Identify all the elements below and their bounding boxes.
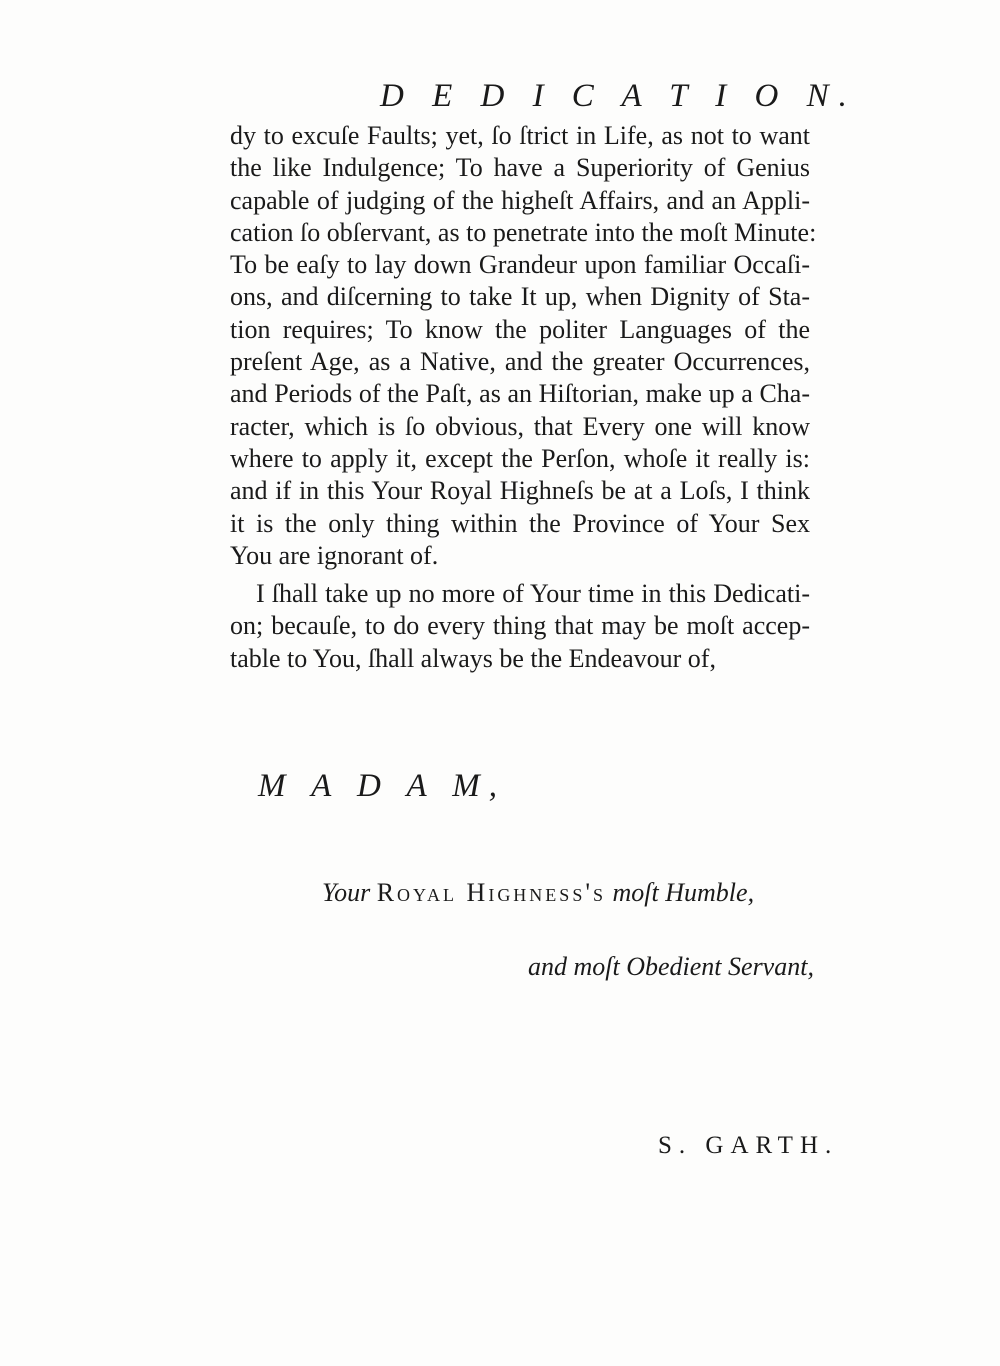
closing-line-humble	[322, 878, 754, 908]
closing-most-humble: moſt Humble,	[612, 878, 755, 907]
text-line: the like Indulgence; To have a Superiority of Genius	[230, 153, 810, 183]
text-line: racter, which is ſo obvious, that Every one will know	[230, 411, 810, 441]
closing-royal-highness: Royal Highness's	[376, 878, 607, 907]
text-line: where to apply it, except the Perſon, whoſe it really is:	[230, 443, 810, 473]
text-line: tion requires; To know the politer Languages of the	[230, 314, 810, 344]
text-line: dy to excuſe Faults; yet, ſo ſtrict in Life, as not to want	[230, 121, 810, 150]
text-line: and Periods of the Paſt, as an Hiſtorian, make up a Cha-	[230, 379, 810, 409]
text-line: preſent Age, as a Native, and the greater Occurrences,	[230, 347, 810, 377]
dedication-body	[230, 120, 817, 675]
text-line: To be eaſy to lay down Grandeur upon familiar Occaſi-	[230, 250, 810, 280]
text-line: cation ſo obſervant, as to penetrate into the moſt Minute:	[230, 217, 817, 247]
text-line: on; becauſe, to do every thing that may be moſt accep-	[230, 611, 810, 641]
text-line: You are ignorant of.	[230, 540, 439, 570]
text-line: ons, and diſcerning to take It up, when Dignity of Sta-	[230, 282, 810, 312]
text-line: it is the only thing within the Province of Your Sex	[230, 508, 810, 538]
closing-your: Your	[322, 878, 371, 907]
text-line: I ſhall take up no more of Your time in this Dedicati-	[256, 579, 810, 609]
text-line: table to You, ſhall always be the Endeavour of,	[230, 643, 716, 673]
salutation: M A D A M,	[258, 768, 506, 804]
text-line: and if in this Your Royal Highneſs be at a Loſs, I think	[230, 476, 810, 506]
text-line: capable of judging of the higheſt Affairs, and an Appli-	[230, 185, 810, 215]
running-head: D E D I C A T I O N.	[380, 78, 857, 114]
signature: S. GARTH.	[658, 1132, 839, 1159]
closing-line-obedient: and moſt Obedient Servant,	[528, 952, 814, 981]
